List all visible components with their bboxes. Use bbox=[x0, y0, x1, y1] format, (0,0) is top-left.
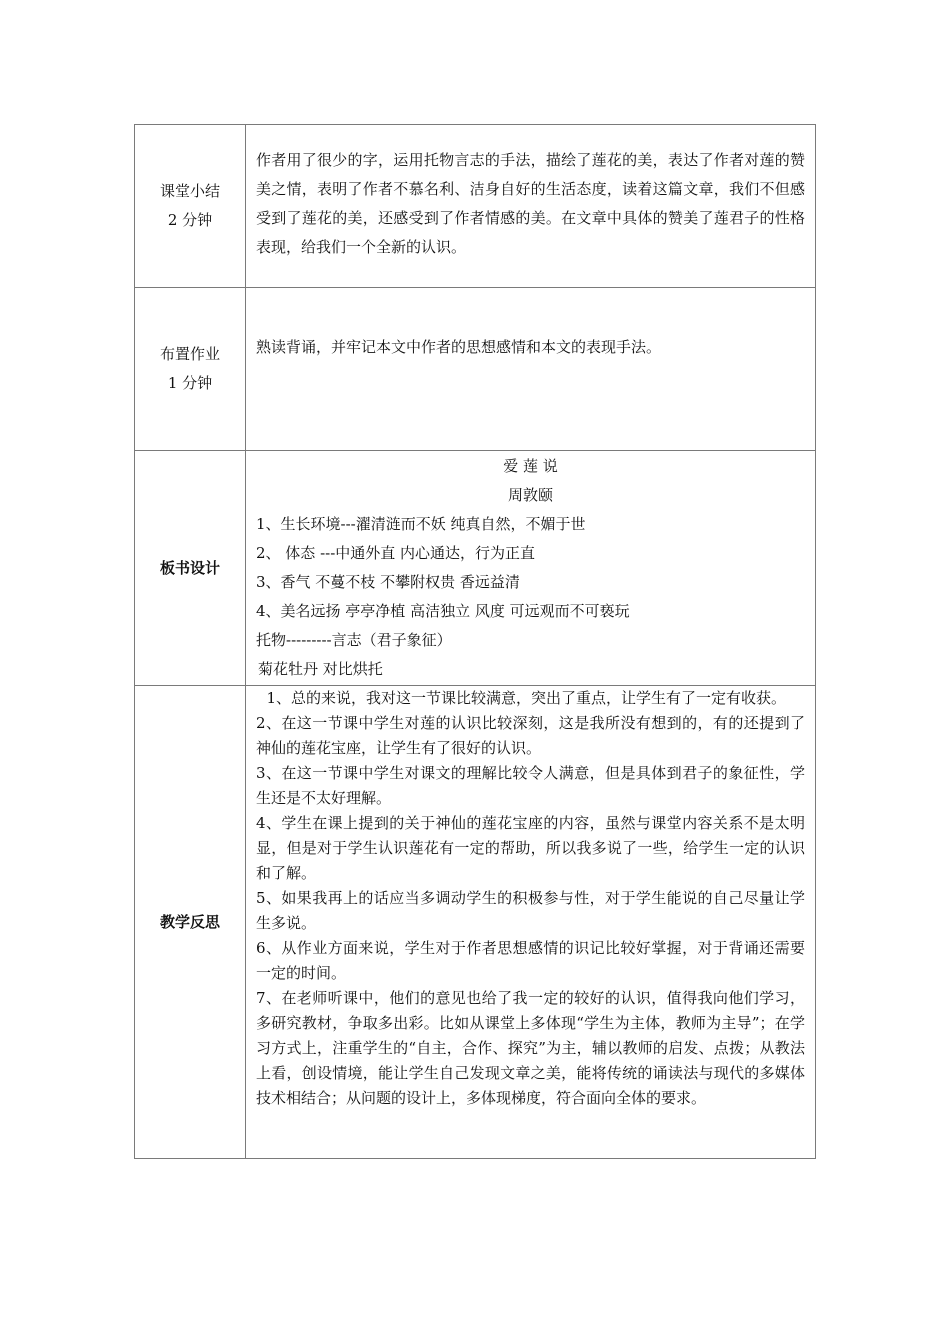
board-line: 4、美名远扬 亭亭净植 高洁独立 风度 可远观而不可亵玩 bbox=[256, 602, 630, 620]
board-line: 托物---------言志（君子象征） bbox=[256, 631, 452, 649]
summary-text: 作者用了很少的字，运用托物言志的手法，描绘了莲花的美，表达了作者对莲的赞美之情，表明了作者不慕名利、洁身自好的生活态度，读着这篇文章，我们不但感受到了莲花的美，还感受到了作者情感的美。在文章中具体的赞美了莲君子的性格表现，给我们一个全新的认识。 bbox=[256, 151, 805, 256]
board-line: 3、香气 不蔓不枝 不攀附权贵 香远益清 bbox=[256, 573, 520, 591]
board-design-label-cell bbox=[135, 451, 246, 686]
reflection-label: 教学反思 bbox=[159, 912, 220, 931]
homework-duration: 1 分钟 bbox=[167, 374, 213, 392]
reflection-label-cell bbox=[135, 686, 246, 1159]
summary-row bbox=[135, 125, 816, 288]
board-line: 1、生长环境---濯清涟而不妖 纯真自然，不媚于世 bbox=[256, 515, 586, 533]
reflection-item: 3、在这一节课中学生对课文的理解比较令人满意，但是具体到君子的象征性，学生还是不太好理解。 bbox=[256, 764, 805, 807]
reflection-item: 2、在这一节课中学生对莲的认识比较深刻，这是我所没有想到的，有的还提到了神仙的莲花宝座，让学生有了很好的认识。 bbox=[256, 714, 805, 757]
homework-text: 熟读背诵，并牢记本文中作者的思想感情和本文的表现手法。 bbox=[256, 338, 662, 356]
reflection-item: 6、从作业方面来说，学生对于作者思想感情的识记比较好掌握，对于背诵还需要一定的时间。 bbox=[256, 939, 805, 982]
summary-label-cell bbox=[135, 125, 246, 288]
summary-label: 课堂小结 bbox=[159, 182, 220, 200]
reflection-item: 5、如果我再上的话应当多调动学生的积极参与性，对于学生能说的自己尽量让学生多说。 bbox=[256, 889, 805, 932]
homework-label: 布置作业 bbox=[159, 345, 220, 363]
lesson-plan-table bbox=[134, 124, 816, 1159]
summary-duration: 2 分钟 bbox=[167, 211, 213, 229]
homework-content-cell bbox=[246, 288, 816, 451]
board-design-row bbox=[135, 451, 816, 686]
board-line: 2、 体态 ---中通外直 内心通达，行为正直 bbox=[256, 544, 536, 562]
board-title: 爱 莲 说 bbox=[503, 457, 558, 475]
reflection-content-cell bbox=[246, 686, 816, 1159]
board-design-label: 板书设计 bbox=[159, 558, 220, 577]
board-design-content-cell bbox=[246, 451, 816, 686]
board-line: 菊花牡丹 对比烘托 bbox=[258, 660, 383, 678]
reflection-row bbox=[135, 686, 816, 1159]
board-design-content bbox=[256, 451, 805, 685]
homework-label-cell bbox=[135, 288, 246, 451]
reflection-item: 4、学生在课上提到的关于神仙的莲花宝座的内容，虽然与课堂内容关系不是太明显，但是对于学生认识莲花有一定的帮助，所以我多说了一些，给学生一定的认识和了解。 bbox=[256, 814, 805, 882]
reflection-item: 7、在老师听课中，他们的意见也给了我一定的较好的认识，值得我向他们学习，多研究教材，争取多出彩。比如从课堂上多体现“学生为主体，教师为主导”；在学习方式上，注重学生的“自主，合作、探究”为主，辅以教师的启发、点拨；从教法上看，创设情境，能让学生自己发现文章之美，能将传统的诵读法与现代的多媒体技术相结合；从问题的设计上，多体现梯度，符合面向全体的要求。 bbox=[256, 989, 805, 1107]
reflection-content bbox=[256, 686, 805, 1111]
board-author: 周敦颐 bbox=[507, 486, 553, 504]
summary-content-cell bbox=[246, 125, 816, 288]
homework-row bbox=[135, 288, 816, 451]
reflection-item: 1、总的来说，我对这一节课比较满意，突出了重点，让学生有了一定有收获。 bbox=[266, 689, 787, 707]
